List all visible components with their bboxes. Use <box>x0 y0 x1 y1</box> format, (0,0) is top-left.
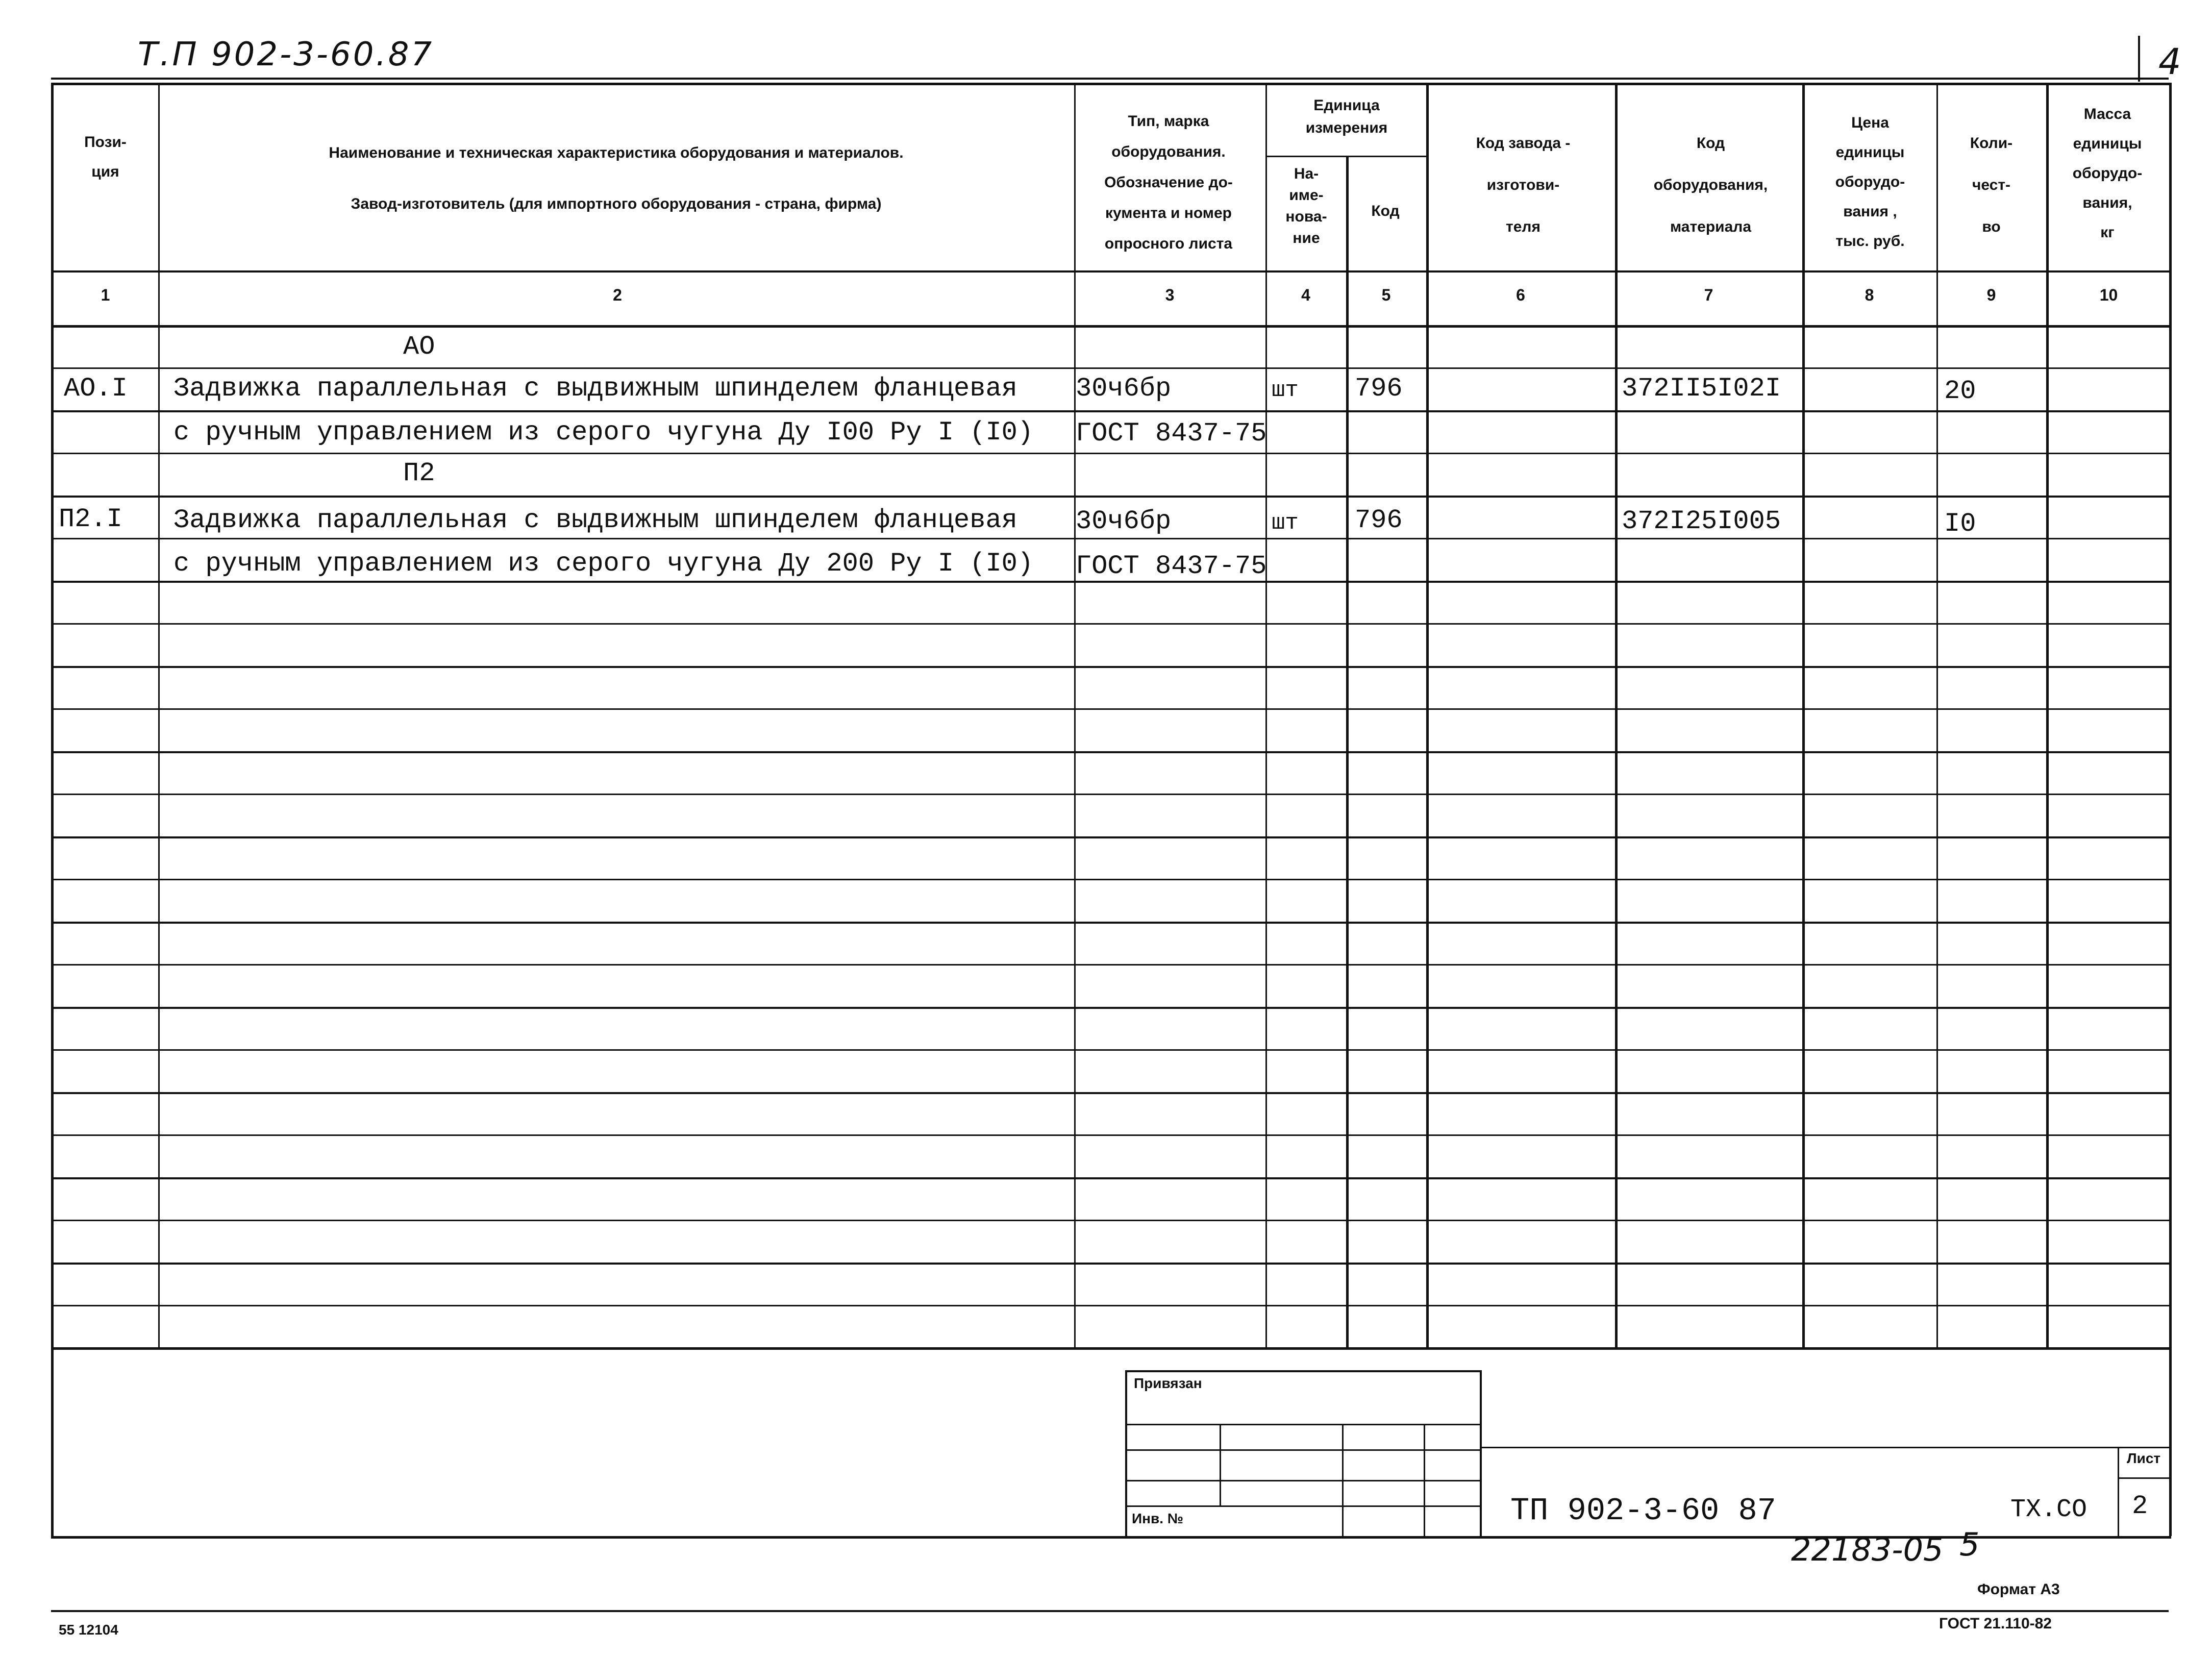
table-row-line <box>51 794 2171 795</box>
row1-name: Задвижка параллельная с выдвижным шпинделем фланцевая <box>173 374 1017 404</box>
stamp-vline <box>1220 1424 1221 1505</box>
col-number-2: 2 <box>613 286 622 304</box>
col-price-header-line2: единицы <box>1835 144 1905 161</box>
col-type-header-line5: опросного листа <box>1104 235 1233 252</box>
column-divider <box>1265 83 1267 1347</box>
table-row-line <box>51 538 2171 539</box>
stamp-document-code: ТП 902-3-60 87 <box>1510 1493 1776 1529</box>
stamp-vline <box>1424 1424 1425 1536</box>
table-row-line <box>51 1177 2171 1179</box>
stamp-top <box>1125 1370 1480 1372</box>
table-row-line <box>51 666 2171 668</box>
table-row-line <box>51 1092 2171 1094</box>
col-mass-header-line5: кг <box>2100 224 2115 241</box>
table-row-line <box>51 836 2171 838</box>
col-unit-name-header-line1: На- <box>1294 165 1319 182</box>
col-unit-code-header: Код <box>1371 203 1400 219</box>
col-unit-group-header-line2: измерения <box>1305 119 1388 136</box>
col-type-header-line4: кумента и номер <box>1105 205 1232 221</box>
row4-type: 30ч6бр <box>1076 506 1172 536</box>
table-row-line <box>51 964 2171 966</box>
handwritten-page: 5 <box>1959 1526 1980 1563</box>
table-row-line <box>51 1220 2171 1221</box>
footer-rule <box>51 1610 2169 1612</box>
table-row-line <box>51 751 2171 753</box>
col-price-header-line3: оборудо- <box>1835 174 1905 190</box>
section-label-ao: АО <box>403 332 435 362</box>
row4-unit-name: шт <box>1272 510 1299 536</box>
handwritten-number: 22183-05 <box>1791 1531 1944 1568</box>
sheet-cell-left <box>2118 1447 2119 1536</box>
col-number-6: 6 <box>1516 286 1525 304</box>
row4-position: П2.I <box>59 504 122 534</box>
column-divider <box>158 83 160 1347</box>
header-bottom-line <box>51 270 2171 273</box>
table-row-line <box>51 453 2171 454</box>
col-factory-header-line3: теля <box>1506 218 1540 235</box>
stamp-document-section: ТХ.СО <box>2010 1495 2087 1524</box>
table-row-line <box>51 922 2171 924</box>
col-number-1: 1 <box>101 286 110 304</box>
column-divider <box>1802 83 1805 1347</box>
table-row-line <box>51 410 2171 412</box>
sheet-cell-divider <box>2118 1477 2171 1479</box>
stamp-line <box>1125 1505 1480 1507</box>
col-mass-header-line4: вания, <box>2082 194 2132 211</box>
row4-qty: I0 <box>1944 509 1976 539</box>
col-qty-header-line3: во <box>1982 218 2001 235</box>
col-equip-header-line2: оборудования, <box>1653 177 1768 193</box>
stamp-line <box>1125 1480 1480 1481</box>
table-row-line <box>51 708 2171 710</box>
page-corner-vline <box>2138 36 2140 82</box>
stamp-privyazan-label: Привязан <box>1134 1375 1202 1391</box>
col-equip-header-line3: материала <box>1670 218 1752 235</box>
table-row-line <box>51 367 2171 369</box>
col-number-8: 8 <box>1865 286 1874 304</box>
row1-unit-code: 796 <box>1355 374 1403 404</box>
col-qty-header-line2: чест- <box>1972 177 2011 193</box>
top-rule <box>51 78 2169 80</box>
col-unit-name-header-line3: нова- <box>1285 208 1327 225</box>
col-type-header-line2: оборудования. <box>1111 143 1226 160</box>
col-number-5: 5 <box>1381 286 1391 304</box>
col-number-4: 4 <box>1301 286 1310 304</box>
col-mass-header-line3: оборудо- <box>2072 165 2143 182</box>
col-pos-header-line2: ция <box>91 163 119 180</box>
col-unit-group-header-line1: Единица <box>1313 97 1380 114</box>
row5-name: с ручным управлением из серого чугуна Ду 200 Ру I (I0) <box>173 549 1034 579</box>
row2-name: с ручным управлением из серого чугуна Ду I00 Ру I (I0) <box>173 417 1034 448</box>
stamp-left <box>1125 1370 1127 1536</box>
row4-name: Задвижка параллельная с выдвижным шпинделем фланцевая <box>173 505 1017 535</box>
col-number-7: 7 <box>1704 286 1713 304</box>
column-divider <box>1936 83 1938 1347</box>
col-qty-header-line1: Коли- <box>1970 135 2013 152</box>
row4-equip-code: 372I25I005 <box>1622 506 1781 536</box>
row4-unit-code: 796 <box>1355 505 1403 535</box>
table-bottom-line <box>51 1347 2171 1350</box>
table-row-line <box>51 1263 2171 1265</box>
col-price-header-line1: Цена <box>1851 114 1889 131</box>
col-number-9: 9 <box>1986 286 1996 304</box>
row1-type: 30ч6бр <box>1076 374 1172 404</box>
table-row-line <box>51 879 2171 880</box>
table-row-line <box>51 623 2171 625</box>
col-price-header-line4: вания , <box>1843 203 1897 220</box>
document-title: Т.П 902-3-60.87 <box>138 36 434 73</box>
stamp-right <box>1480 1370 1482 1536</box>
stamp-sheet-number: 2 <box>2132 1491 2148 1521</box>
col-mass-header-line2: единицы <box>2073 135 2142 152</box>
row1-unit-name: шт <box>1272 378 1299 403</box>
numbers-bottom-line <box>51 325 2171 328</box>
col-type-header-line1: Тип, марка <box>1128 113 1209 130</box>
col-name-header-line1: Наименование и техническая характеристика оборудования и материалов. <box>329 144 904 161</box>
stamp-line <box>1125 1424 1480 1425</box>
format-label: Формат А3 <box>1977 1581 2060 1598</box>
stamp-line <box>1125 1449 1480 1451</box>
table-row-line <box>51 1007 2171 1009</box>
col-unit-name-header-line4: ние <box>1293 230 1320 246</box>
gost-label: ГОСТ 21.110-82 <box>1939 1615 2052 1632</box>
row1-position: АО.I <box>64 374 128 404</box>
col-factory-header-line1: Код завода - <box>1476 135 1571 152</box>
stamp-inv-no-label: Инв. № <box>1132 1511 1184 1526</box>
print-code: 55 12104 <box>59 1622 118 1638</box>
col-mass-header-line1: Масса <box>2083 106 2131 122</box>
row2-type: ГОСТ 8437-75 <box>1076 418 1267 449</box>
row1-qty: 20 <box>1944 376 1976 406</box>
col-name-header-line2: Завод-изготовитель (для импортного оборудования - страна, фирма) <box>351 195 882 212</box>
column-divider <box>1074 83 1076 1347</box>
page-number: 4 <box>2158 41 2181 83</box>
frame-right-lower <box>2169 1347 2172 1536</box>
col-unit-name-header-line2: име- <box>1289 187 1324 204</box>
table-row-line <box>51 1305 2171 1306</box>
col-factory-header-line2: изготови- <box>1486 177 1560 193</box>
table-row-line <box>51 496 2171 498</box>
col-price-header-line5: тыс. руб. <box>1835 233 1905 250</box>
col-number-10: 10 <box>2099 286 2118 304</box>
row1-equip-code: 372II5I02I <box>1622 374 1781 404</box>
column-divider <box>1615 83 1618 1347</box>
stamp-vline <box>1342 1424 1344 1536</box>
col-pos-header-line1: Пози- <box>84 134 127 151</box>
frame-top <box>51 83 2171 85</box>
col-type-header-line3: Обозначение до- <box>1104 174 1233 191</box>
col-equip-header-line1: Код <box>1696 135 1725 152</box>
stamp-sheet-label: Лист <box>2127 1450 2161 1466</box>
section-label-p2: П2 <box>403 458 435 488</box>
table-row-line <box>51 1049 2171 1051</box>
column-divider <box>2046 83 2049 1347</box>
stamp-doc-top <box>1480 1447 2171 1448</box>
table-row-line <box>51 1134 2171 1136</box>
column-divider <box>1426 83 1429 1347</box>
row5-type: ГОСТ 8437-75 <box>1076 551 1267 581</box>
col-number-3: 3 <box>1165 286 1175 304</box>
